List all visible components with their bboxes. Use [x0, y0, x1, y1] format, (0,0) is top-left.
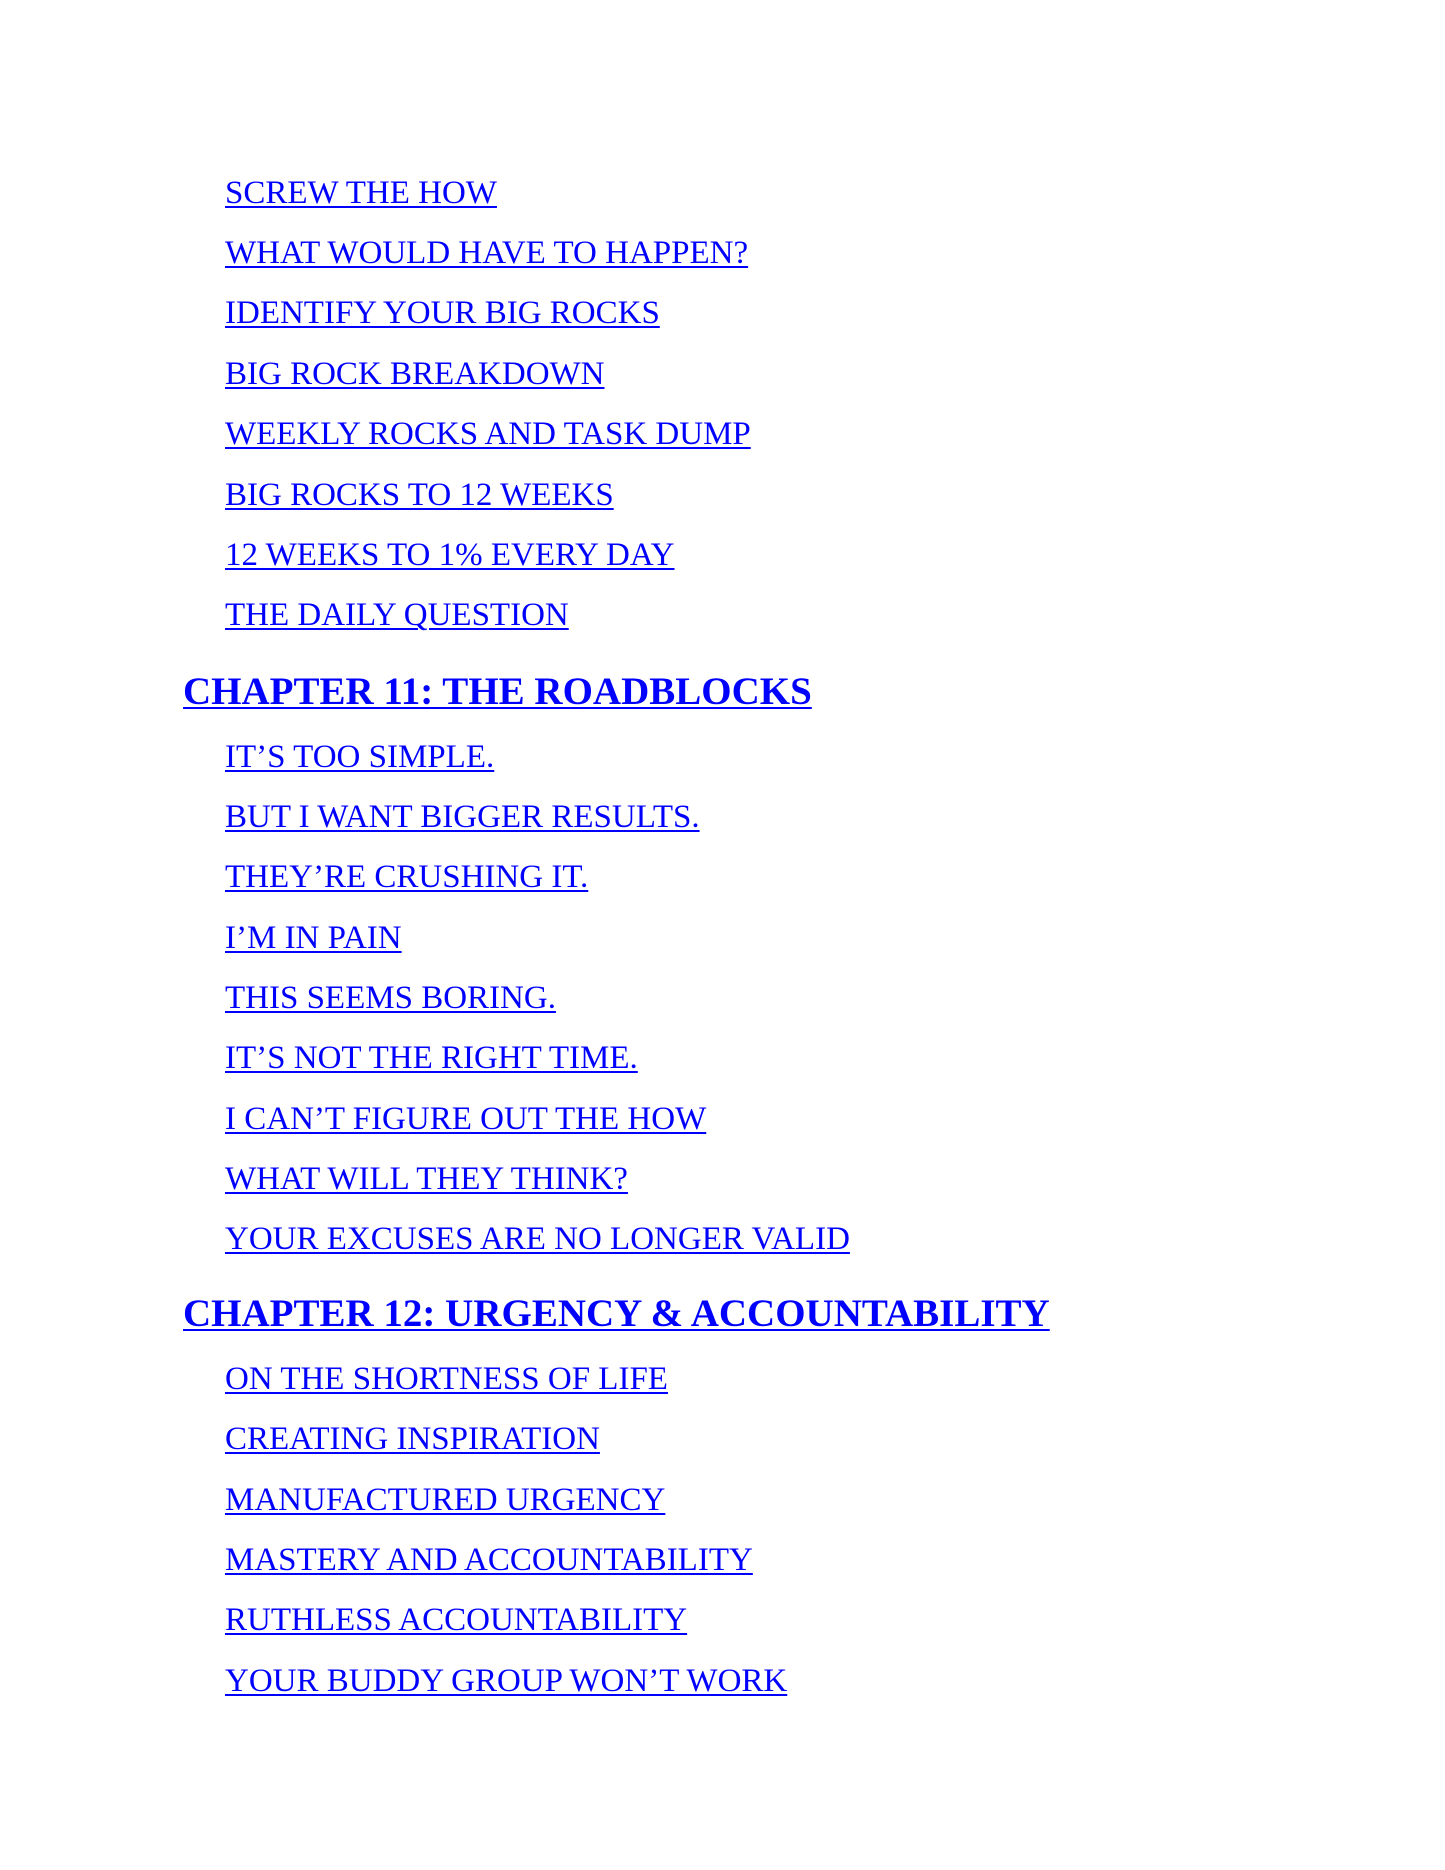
toc-link-what-will-they-think[interactable]: WHAT WILL THEY THINK? — [225, 1161, 628, 1197]
toc-link-its-not-the-right-time[interactable]: IT’S NOT THE RIGHT TIME. — [225, 1040, 638, 1076]
toc-link-the-daily-question[interactable]: THE DAILY QUESTION — [225, 597, 569, 633]
toc-link-weekly-rocks-and-task-dump[interactable]: WEEKLY ROCKS AND TASK DUMP — [225, 416, 751, 452]
toc-link-what-would-have-to-happen[interactable]: WHAT WOULD HAVE TO HAPPEN? — [225, 235, 749, 271]
toc-link-big-rocks-to-12-weeks[interactable]: BIG ROCKS TO 12 WEEKS — [225, 477, 614, 513]
toc-link-manufactured-urgency[interactable]: MANUFACTURED URGENCY — [225, 1482, 666, 1518]
toc-link-your-excuses-are-no-longer-valid[interactable]: YOUR EXCUSES ARE NO LONGER VALID — [225, 1221, 850, 1257]
toc-chapter-12-heading[interactable]: CHAPTER 12: URGENCY & ACCOUNTABILITY — [183, 1292, 1050, 1335]
toc-link-ruthless-accountability[interactable]: RUTHLESS ACCOUNTABILITY — [225, 1602, 688, 1638]
toc-link-your-buddy-group-wont-work[interactable]: YOUR BUDDY GROUP WON’T WORK — [225, 1663, 788, 1699]
toc-link-mastery-and-accountability[interactable]: MASTERY AND ACCOUNTABILITY — [225, 1542, 753, 1578]
toc-link-but-i-want-bigger-results[interactable]: BUT I WANT BIGGER RESULTS. — [225, 799, 700, 835]
toc-link-theyre-crushing-it[interactable]: THEY’RE CRUSHING IT. — [225, 859, 589, 895]
toc-link-identify-your-big-rocks[interactable]: IDENTIFY YOUR BIG ROCKS — [225, 295, 660, 331]
toc-link-its-too-simple[interactable]: IT’S TOO SIMPLE. — [225, 739, 495, 775]
toc-link-12-weeks-to-1-percent[interactable]: 12 WEEKS TO 1% EVERY DAY — [225, 537, 675, 573]
toc-chapter-11-heading[interactable]: CHAPTER 11: THE ROADBLOCKS — [183, 670, 812, 713]
toc-link-this-seems-boring[interactable]: THIS SEEMS BORING. — [225, 980, 556, 1016]
toc-link-i-cant-figure-out-the-how[interactable]: I CAN’T FIGURE OUT THE HOW — [225, 1101, 707, 1137]
toc-link-creating-inspiration[interactable]: CREATING INSPIRATION — [225, 1421, 600, 1457]
toc-link-on-the-shortness-of-life[interactable]: ON THE SHORTNESS OF LIFE — [225, 1361, 668, 1397]
toc-link-screw-the-how[interactable]: SCREW THE HOW — [225, 175, 497, 211]
toc-link-im-in-pain[interactable]: I’M IN PAIN — [225, 920, 402, 956]
toc-link-big-rock-breakdown[interactable]: BIG ROCK BREAKDOWN — [225, 356, 605, 392]
